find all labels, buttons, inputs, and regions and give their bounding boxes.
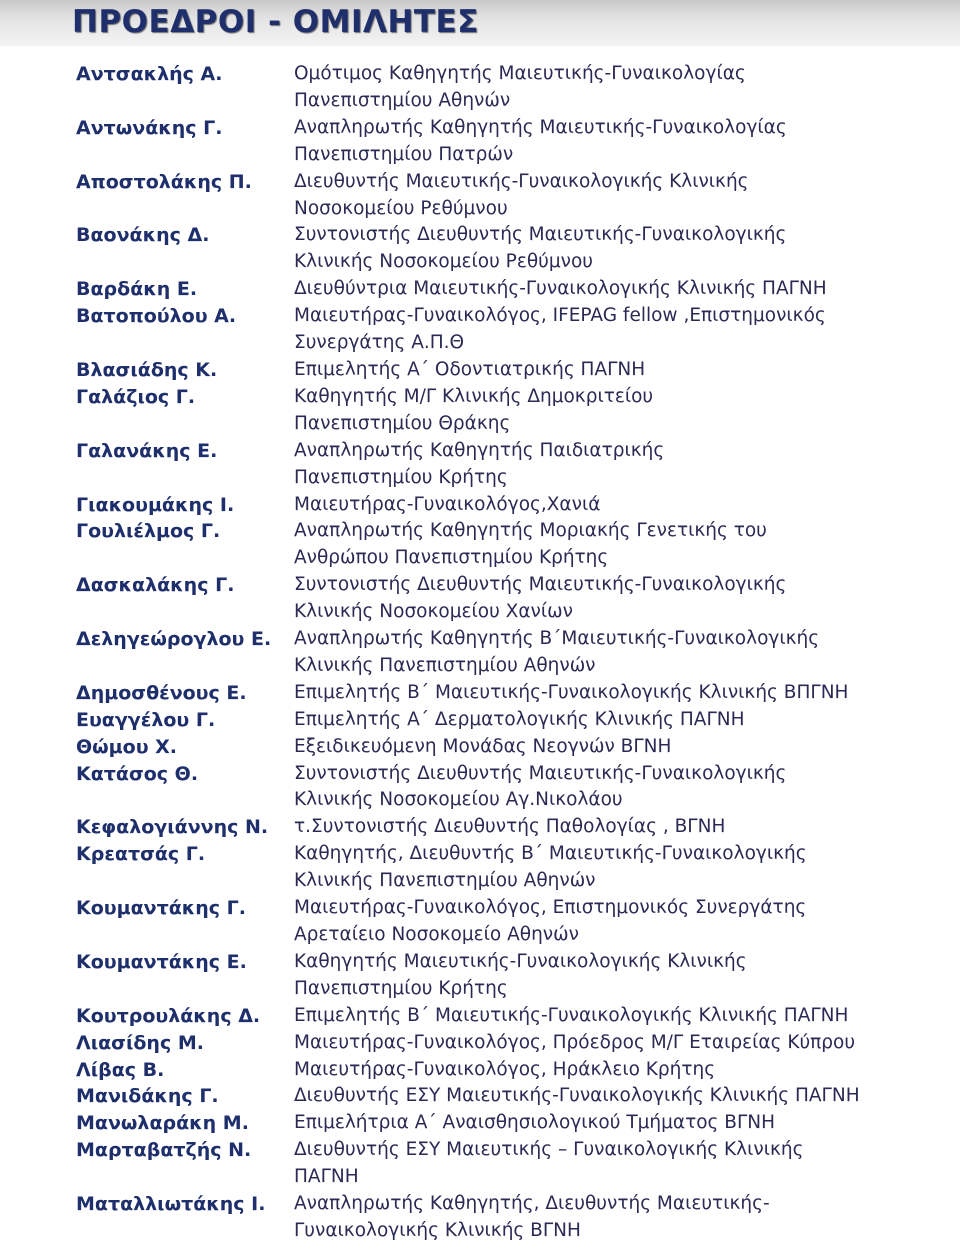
speaker-affiliation [294, 949, 936, 1003]
speaker-name: Αντσακλής Α. [76, 63, 223, 85]
speaker-name: Κουμαντάκης Ε. [76, 950, 247, 973]
speaker-affiliation-line: Μαιευτήρας-Γυναικολόγος,Χανιά [294, 493, 601, 515]
speaker-name: Μανιδάκης Γ. [76, 1085, 219, 1108]
speaker-affiliation-line: Διευθύντρια Μαιευτικής-Γυναικολογικής Κλινικής ΠΑΓΝΗ [294, 278, 827, 300]
speaker-affiliation-line: Διευθυντής ΕΣΥ Μαιευτικής – Γυναικολογικής Κλινικής [294, 1139, 804, 1161]
speaker-affiliation-line: Συντονιστής Διευθυντής Μαιευτικής-Γυναικολογικής [294, 574, 787, 596]
speaker-affiliation-line: Επιμελητής Β΄ Μαιευτικής-Γυναικολογικής Κλινικής ΒΠΓΝΗ [294, 681, 849, 703]
speaker-entry [76, 680, 936, 707]
speaker-name: Λίβας Β. [76, 1058, 165, 1081]
speaker-affiliation [294, 169, 936, 223]
speaker-affiliation [294, 1003, 936, 1030]
speaker-affiliation-line: Κλινικής Πανεπιστημίου Αθηνών [294, 870, 596, 892]
speaker-affiliation-line: Συντονιστής Διευθυντής Μαιευτικής-Γυναικολογικής [294, 762, 787, 784]
speaker-affiliation-line: Κλινικής Νοσοκομείου Χανίων [294, 601, 573, 623]
speaker-affiliation [294, 814, 936, 841]
speaker-affiliation-line: Μαιευτήρας-Γυναικολόγος, Επιστημονικός Συνεργάτης [294, 897, 807, 919]
speaker-affiliation [294, 115, 936, 169]
speaker-entry [76, 814, 936, 841]
speaker-entry [76, 761, 936, 815]
speaker-name: Γαλανάκης Ε. [76, 439, 218, 462]
speaker-affiliation-line: Γυναικολογικής Κλινικής ΒΓΝΗ [294, 1219, 581, 1241]
speaker-name: Μαρταβατζής Ν. [76, 1139, 252, 1162]
speaker-affiliation-line: Ανθρώπου Πανεπιστημίου Κρήτης [294, 547, 609, 569]
speaker-affiliation-line: Συνεργάτης Α.Π.Θ [294, 332, 465, 354]
speaker-entry [76, 734, 936, 761]
speaker-affiliation [294, 61, 936, 115]
speaker-affiliation [294, 626, 936, 680]
speaker-affiliation [294, 707, 936, 734]
speaker-affiliation-line: Διευθυντής ΕΣΥ Μαιευτικής-Γυναικολογικής Κλινικής ΠΑΓΝΗ [294, 1085, 860, 1107]
speaker-affiliation [294, 518, 936, 572]
speaker-affiliation-line: Εξειδικευόμενη Μονάδας Νεογνών ΒΓΝΗ [294, 735, 672, 757]
speaker-affiliation-line: τ.Συντονιστής Διευθυντής Παθολογίας , ΒΓΝΗ [294, 816, 726, 838]
speaker-name: Γαλάζιος Γ. [76, 385, 196, 408]
speaker-affiliation-line: Μαιευτήρας-Γυναικολόγος, Ηράκλειο Κρήτης [294, 1058, 716, 1080]
speaker-entry [76, 1191, 936, 1245]
speaker-affiliation-line: Κλινικής Νοσοκομείου Αγ.Νικολάου [294, 789, 623, 811]
speaker-affiliation-line: Επιμελητής Α΄ Οδοντιατρικής ΠΑΓΝΗ [294, 358, 646, 380]
speaker-entry [76, 384, 936, 438]
speaker-affiliation [294, 276, 936, 303]
speaker-name: Βατοπούλου Α. [76, 305, 237, 328]
speaker-affiliation-line: Αναπληρωτής Καθηγητής Μαιευτικής-Γυναικολογίας [294, 116, 787, 138]
speaker-entry [76, 1083, 936, 1110]
speaker-entry [76, 222, 936, 276]
speaker-affiliation-line: Αναπληρωτής Καθηγητής Παιδιατρικής [294, 439, 665, 461]
speaker-affiliation [294, 572, 936, 626]
speaker-affiliation-line: Επιμελήτρια Α΄ Αναισθησιολογικού Τμήματος ΒΓΝΗ [294, 1112, 776, 1134]
speaker-entry [76, 1030, 936, 1057]
speaker-name: Βλασιάδης Κ. [76, 358, 218, 381]
speaker-affiliation-line: Καθηγητής Μαιευτικής-Γυναικολογικής Κλινικής [294, 950, 747, 972]
speaker-affiliation [294, 384, 936, 438]
speaker-affiliation [294, 734, 936, 761]
speaker-affiliation-line: Καθηγητής, Διευθυντής Β΄ Μαιευτικής-Γυναικολογικής [294, 843, 807, 865]
speaker-affiliation-line: Αναπληρωτής Καθηγητής, Διευθυντής Μαιευτικής- [294, 1193, 770, 1215]
speaker-name: Γουλιέλμος Γ. [76, 520, 221, 543]
speaker-affiliation-line: Μαιευτήρας-Γυναικολόγος, IFEPAG fellow ,Επιστημονικός [294, 305, 826, 327]
speaker-entry [76, 115, 936, 169]
speaker-entry [76, 492, 936, 519]
speaker-affiliation [294, 1137, 936, 1191]
speaker-name: Ευαγγέλου Γ. [76, 708, 216, 731]
speaker-affiliation [294, 895, 936, 949]
speaker-name: Λιασίδης Μ. [76, 1031, 204, 1054]
speaker-affiliation-line: ΠΑΓΝΗ [294, 1166, 359, 1188]
speaker-entry [76, 61, 936, 115]
speaker-affiliation-line: Επιμελητής Α΄ Δερματολογικής Κλινικής ΠΑΓΝΗ [294, 708, 745, 730]
speaker-affiliation [294, 1030, 936, 1057]
speaker-affiliation [294, 492, 936, 519]
speaker-affiliation-line: Κλινικής Νοσοκομείου Ρεθύμνου [294, 251, 593, 273]
speaker-name: Κρεατσάς Γ. [76, 843, 206, 866]
speaker-name: Κατάσος Θ. [76, 762, 199, 785]
speaker-entry [76, 572, 936, 626]
speaker-affiliation-line: Πανεπιστημίου Κρήτης [294, 466, 508, 488]
speaker-affiliation [294, 1083, 936, 1110]
speaker-name: Ματαλλιωτάκης Ι. [76, 1193, 266, 1216]
speaker-affiliation-line: Νοσοκομείου Ρεθύμνου [294, 197, 508, 219]
speaker-entry [76, 1003, 936, 1030]
speaker-affiliation [294, 438, 936, 492]
speaker-entry [76, 707, 936, 734]
speaker-entry [76, 626, 936, 680]
speaker-affiliation [294, 1110, 936, 1137]
speaker-entry [76, 1137, 936, 1191]
speaker-affiliation-line: Κλινικής Πανεπιστημίου Αθηνών [294, 654, 596, 676]
speaker-affiliation [294, 303, 936, 357]
speaker-entry [76, 1110, 936, 1137]
speaker-affiliation-line: Πανεπιστημίου Κρήτης [294, 977, 508, 999]
speaker-affiliation [294, 222, 936, 276]
speaker-affiliation-line: Μαιευτήρας-Γυναικολόγος, Πρόεδρος Μ/Γ Εταιρείας Κύπρου [294, 1031, 856, 1053]
speaker-entry [76, 895, 936, 949]
speaker-entry [76, 357, 936, 384]
speaker-entry [76, 518, 936, 572]
speaker-entry [76, 1057, 936, 1084]
speaker-affiliation-line: Επιμελητής Β΄ Μαιευτικής-Γυναικολογικής Κλινικής ΠΑΓΝΗ [294, 1004, 849, 1026]
speaker-affiliation [294, 680, 936, 707]
speaker-name: Αντωνάκης Γ. [76, 116, 223, 139]
speaker-affiliation-line: Καθηγητής Μ/Γ Κλινικής Δημοκριτείου [294, 385, 654, 407]
speaker-affiliation [294, 357, 936, 384]
speaker-affiliation-line: Πανεπιστημίου Αθηνών [294, 89, 511, 111]
speakers-list [76, 61, 936, 1245]
speaker-name: Γιακουμάκης Ι. [76, 493, 235, 516]
speaker-entry [76, 841, 936, 895]
speaker-name: Δασκαλάκης Γ. [76, 574, 235, 597]
speaker-affiliation [294, 1057, 936, 1084]
speaker-name: Δημοσθένους Ε. [76, 681, 247, 704]
speaker-affiliation [294, 761, 936, 815]
speaker-affiliation-line: Διευθυντής Μαιευτικής-Γυναικολογικής Κλινικής [294, 170, 749, 192]
title-bar [0, 0, 960, 46]
speaker-affiliation-line: Αναπληρωτής Καθηγητής Β΄Μαιευτικής-Γυναικολογικής [294, 628, 820, 650]
page-title: ΠΡΟΕΔΡΟΙ - ΟΜΙΛΗΤΕΣ [72, 4, 479, 40]
speaker-entry [76, 949, 936, 1003]
speaker-affiliation-line: Συντονιστής Διευθυντής Μαιευτικής-Γυναικολογικής [294, 224, 787, 246]
speaker-affiliation-line: Πανεπιστημίου Θράκης [294, 412, 511, 434]
speaker-name: Θώμου Χ. [76, 735, 178, 758]
speaker-name: Μανωλαράκη Μ. [76, 1112, 249, 1135]
speaker-affiliation-line: Αναπληρωτής Καθηγητής Μοριακής Γενετικής του [294, 520, 767, 542]
speaker-affiliation-line: Ομότιμος Καθηγητής Μαιευτικής-Γυναικολογίας [294, 63, 746, 84]
speaker-name: Κεφαλογιάννης Ν. [76, 816, 269, 839]
speaker-name: Κουμαντάκης Γ. [76, 897, 246, 920]
speaker-entry [76, 169, 936, 223]
speaker-affiliation [294, 841, 936, 895]
speaker-entry [76, 276, 936, 303]
speaker-affiliation-line: Αρεταίειο Νοσοκομείο Αθηνών [294, 924, 579, 945]
speaker-entry [76, 303, 936, 357]
speaker-name: Κουτρουλάκης Δ. [76, 1004, 261, 1027]
speaker-name: Βαρδάκη Ε. [76, 278, 198, 301]
speaker-affiliation [294, 1191, 936, 1245]
speaker-entry [76, 438, 936, 492]
speaker-name: Δεληγεώρογλου Ε. [76, 628, 272, 651]
speaker-name: Αποστολάκης Π. [76, 170, 252, 193]
speaker-affiliation-line: Πανεπιστημίου Πατρών [294, 143, 514, 165]
speaker-name: Βαονάκης Δ. [76, 224, 210, 247]
